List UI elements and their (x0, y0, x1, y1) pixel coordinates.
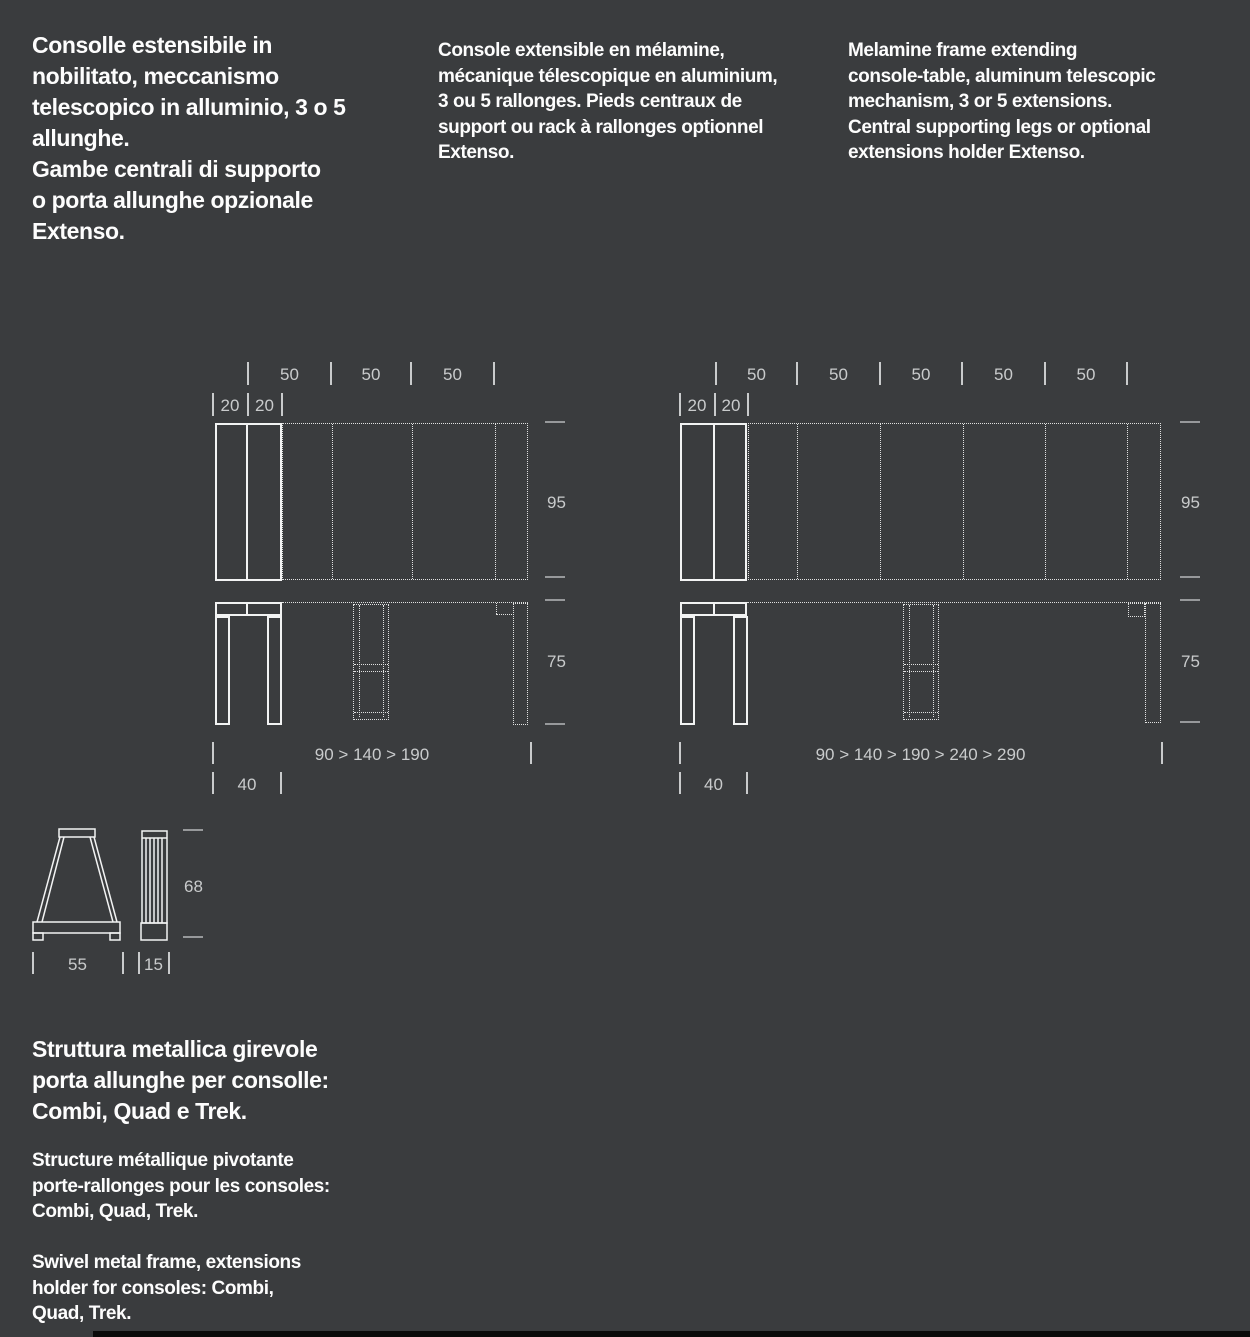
dim-tick (168, 952, 170, 974)
depth-dim-label: 95 (1181, 493, 1200, 512)
footer-italian: Struttura metallica girevole porta allunghe per consolle: Combi, Quad e Trek. (32, 1036, 329, 1124)
height-end-tick (183, 936, 203, 938)
leaf-width-label: 20 (687, 396, 707, 415)
leaf-width-label: 20 (220, 396, 240, 415)
extension-width-label: 50 (1076, 365, 1096, 384)
intro-italian: Consolle estensibile in nobilitato, meccanismo telescopico in alluminio, 3 o 5 allunghe. Gambe centrali di supporto o porta allunghe opzionale Extenso. (32, 32, 346, 244)
leaf-width-label: 20 (255, 396, 274, 415)
extension-width-label: 50 (829, 365, 848, 384)
depth-dim-label: 95 (547, 493, 566, 512)
length-range-label: 90 > 140 > 190 (314, 745, 430, 764)
extension-width-label: 50 (994, 365, 1013, 384)
extension-width-label: 50 (911, 365, 931, 384)
leaf-width-label: 20 (721, 396, 741, 415)
closed-width-label: 40 (704, 775, 723, 794)
intro-french: Console extensible en mélamine, mécanique télescopique en aluminium, 3 ou 5 rallonges. Pieds centraux de support ou rack à rallonges optionnel Extenso. (438, 40, 778, 163)
footer-french: Structure métallique pivotante porte-rallonges pour les consoles: Combi, Quad, Trek. (32, 1150, 330, 1222)
dim-tick (122, 952, 124, 974)
extension-width-label: 50 (443, 365, 462, 384)
closed-width-label: 40 (237, 775, 257, 794)
holder-front-width-label: 55 (68, 955, 87, 974)
length-range-label: 90 > 140 > 190 > 240 > 290 (815, 745, 1026, 764)
height-dim-label: 75 (547, 652, 566, 671)
holder-side-view (141, 831, 167, 940)
extension-width-label: 50 (747, 365, 766, 384)
extension-width-label: 50 (361, 365, 381, 384)
page-edge-bar (93, 1331, 1250, 1337)
holder-height-label: 68 (184, 877, 203, 896)
holder-front-view (33, 829, 120, 940)
intro-english: Melamine frame extending console-table, aluminum telescopic mechanism, 3 or 5 extensions. Central supporting legs or optional extensions holder Extenso. (848, 40, 1156, 163)
holder-front-and-side-drawing (25, 823, 200, 943)
height-end-tick (183, 829, 203, 831)
holder-side-depth-label: 15 (144, 955, 163, 974)
footer-english: Swivel metal frame, extensions holder for consoles: Combi, Quad, Trek. (32, 1252, 301, 1324)
height-dim-label: 75 (1181, 652, 1200, 671)
extension-width-label: 50 (280, 365, 299, 384)
